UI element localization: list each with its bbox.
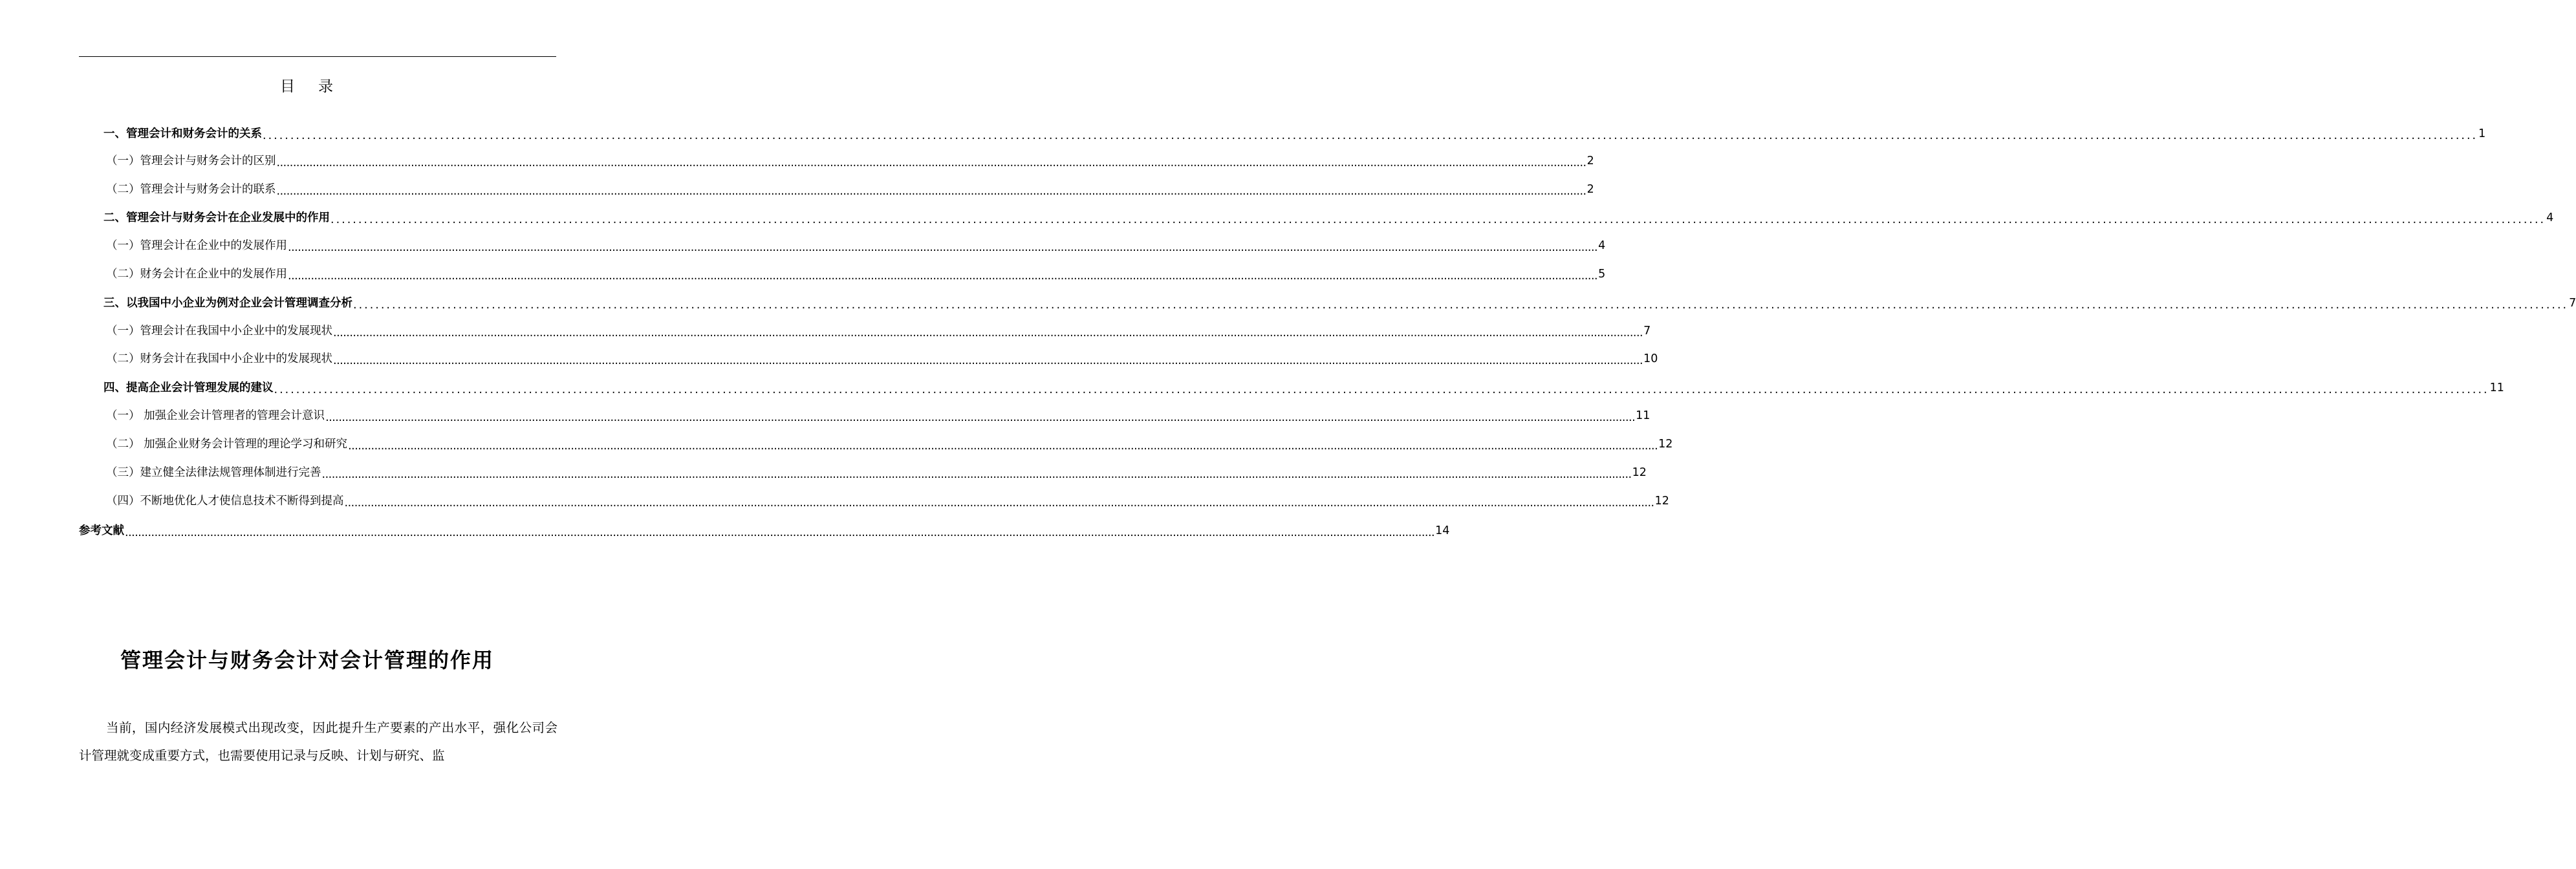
header-rule <box>79 56 556 57</box>
toc-leader-dots: ................................................................................................................................................................................................................................................................................................................................................................................................................ <box>321 468 1632 481</box>
toc-entry[interactable] <box>103 379 2504 397</box>
toc-entry-page-number: 5 <box>1598 268 1606 281</box>
toc-leader-dots: ................................................................................................................................................................................................................................................................................................................................................................................................................ <box>344 497 1654 510</box>
toc-entry-title: 参考文献 <box>79 524 124 537</box>
toc-entry[interactable] <box>103 294 2576 312</box>
toc-leader-dots: ................................................................................................................................................................................................................................................................................................................................................................................................................ <box>276 156 1586 169</box>
toc-entry-title: （四）不断地优化人才使信息技术不断得到提高 <box>106 495 344 508</box>
toc-title-right: 录 <box>318 78 334 95</box>
toc-entry[interactable] <box>106 180 1594 198</box>
toc-leader-dots: ................................................................................................................................................................................................................................................................................................................................................................................................................ <box>288 241 1598 254</box>
toc-entry-title: （二）财务会计在企业中的发展作用 <box>106 268 287 281</box>
toc-entry-page-number: 10 <box>1643 352 1658 365</box>
toc-entry-page-number: 2 <box>1586 183 1594 196</box>
toc-entry[interactable] <box>106 265 1606 283</box>
toc-entry-title: 四、提高企业会计管理发展的建议 <box>103 381 274 394</box>
toc-entry-title: （一） 加强企业会计管理者的管理会计意识 <box>106 409 325 422</box>
toc-entry-title: （二） 加强企业财务会计管理的理论学习和研究 <box>106 438 348 451</box>
toc-entry[interactable] <box>103 125 2486 143</box>
toc-leader-dots: ................................................................................................................................................................................................................................................................................................................................................................................................................ <box>276 185 1586 198</box>
toc-entry-page-number: 1 <box>2478 127 2486 140</box>
toc-entry[interactable] <box>106 322 1651 340</box>
toc-entry-page-number: 7 <box>1643 325 1651 338</box>
toc-entry[interactable] <box>106 237 1606 255</box>
toc-entry-page-number: 12 <box>1632 466 1647 479</box>
toc-title-left: 目 <box>280 78 296 95</box>
toc-entry-page-number: 11 <box>2489 381 2504 394</box>
toc-entry-title: （一）管理会计在我国中小企业中的发展现状 <box>106 325 332 338</box>
toc-entry[interactable] <box>106 407 1651 425</box>
toc-entry-page-number: 12 <box>1658 438 1673 451</box>
toc-entry-title: （一）管理会计在企业中的发展作用 <box>106 239 287 252</box>
toc-entry[interactable] <box>106 464 1647 482</box>
toc-entry[interactable] <box>106 350 1658 368</box>
toc-entry-title: 二、管理会计与财务会计在企业发展中的作用 <box>103 211 330 224</box>
toc-entry-page-number: 4 <box>2546 211 2554 224</box>
toc-entry[interactable] <box>106 492 1669 510</box>
toc-entry-page-number: 14 <box>1435 524 1450 537</box>
document-title: 管理会计与财务会计对会计管理的作用 <box>120 648 494 672</box>
toc-entry-page-number: 4 <box>1598 239 1606 252</box>
toc-entry[interactable] <box>103 209 2554 227</box>
toc-leader-dots: ................................................................................................................................................................................................................................................................................................................................................................................................................ <box>333 327 1643 339</box>
toc-entry-page-number: 11 <box>1636 409 1651 422</box>
toc-leader-dots: ................................................................................................................................................................................................................................................................................................................................................................................................................ <box>330 213 2546 226</box>
toc-leader-dots: ................................................................................................................................................................................................................................................................................................................................................................................................................ <box>125 526 1435 539</box>
toc-leader-dots: ................................................................................................................................................................................................................................................................................................................................................................................................................ <box>353 299 2569 312</box>
toc-entry[interactable] <box>106 435 1673 453</box>
toc-leader-dots: ................................................................................................................................................................................................................................................................................................................................................................................................................ <box>348 440 1658 453</box>
toc-entry-title: （二）财务会计在我国中小企业中的发展现状 <box>106 352 332 365</box>
toc-entry[interactable] <box>106 152 1594 170</box>
toc-leader-dots: ................................................................................................................................................................................................................................................................................................................................................................................................................ <box>288 270 1598 283</box>
toc-leader-dots: ................................................................................................................................................................................................................................................................................................................................................................................................................ <box>325 411 1636 424</box>
toc-leader-dots: ................................................................................................................................................................................................................................................................................................................................................................................................................ <box>333 354 1643 367</box>
toc-entry-title: （三）建立健全法律法规管理体制进行完善 <box>106 466 321 479</box>
toc-title <box>0 74 614 96</box>
toc-entry-title: 一、管理会计和财务会计的关系 <box>103 127 262 140</box>
toc-entry[interactable] <box>79 522 1450 540</box>
toc-entry-page-number: 12 <box>1654 495 1669 508</box>
toc-leader-dots: ................................................................................................................................................................................................................................................................................................................................................................................................................ <box>263 129 2478 142</box>
toc-entry-title: （二）管理会计与财务会计的联系 <box>106 183 276 196</box>
toc-entry-title: （一）管理会计与财务会计的区别 <box>106 155 276 167</box>
toc-entry-page-number: 7 <box>2569 297 2576 310</box>
toc-leader-dots: ................................................................................................................................................................................................................................................................................................................................................................................................................ <box>274 383 2489 396</box>
body-paragraph: 当前，国内经济发展模式出现改变，因此提升生产要素的产出水平，强化公司会计管理就变成重要方式，也需要使用记录与反映、计划与研究、监 <box>79 720 557 763</box>
toc-entry-page-number: 2 <box>1586 155 1594 167</box>
toc-entry-title: 三、以我国中小企业为例对企业会计管理调查分析 <box>103 297 352 310</box>
